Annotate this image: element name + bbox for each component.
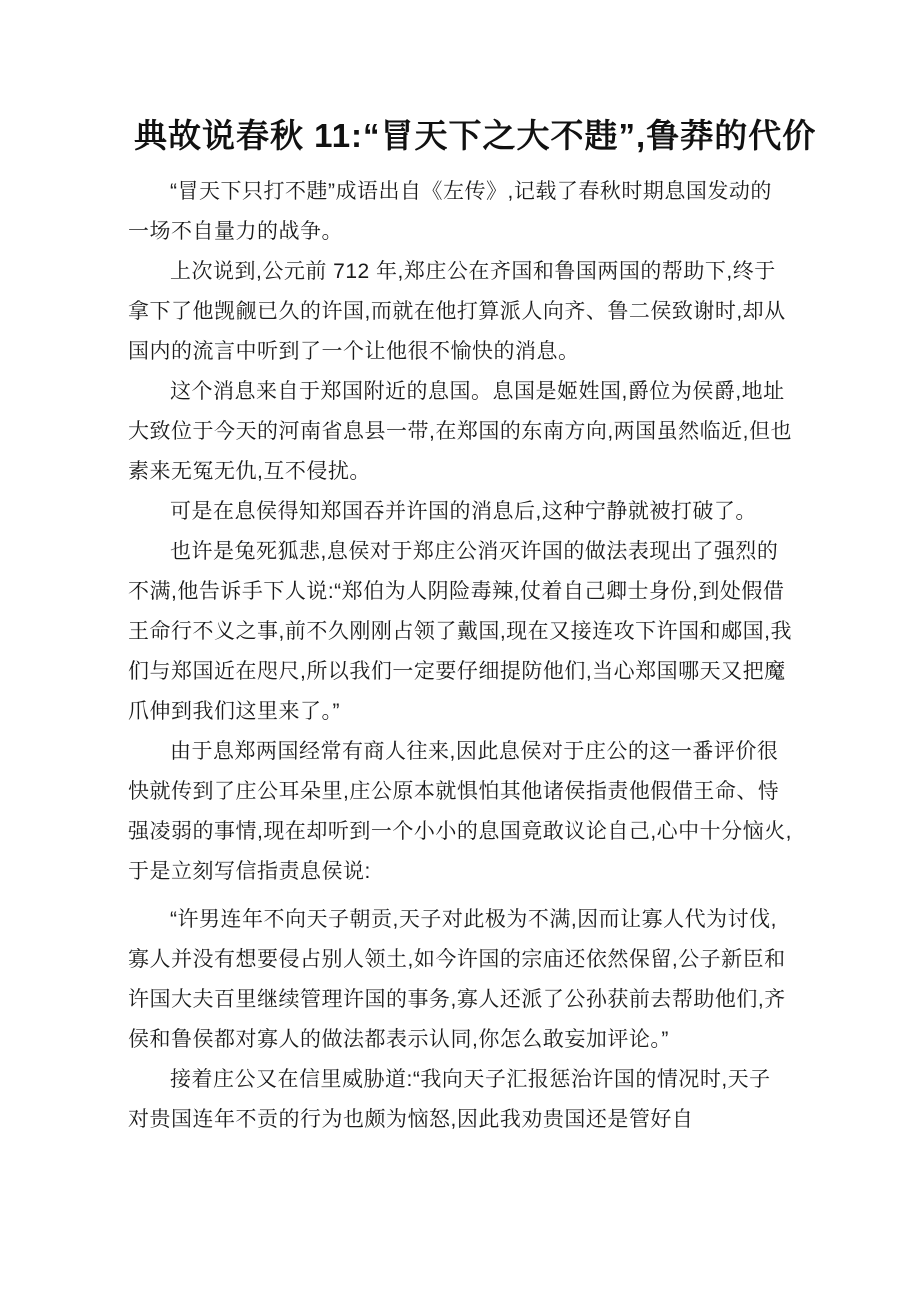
paragraph-zhuanggong-anger: 由于息郑两国经常有商人往来,因此息侯对于庄公的这一番评价很快就传到了庄公耳朵里,庄公原本就惧怕其他诸侯指责他假借王命、恃强凌弱的事情,现在却听到一个小小的息国竟敢议论自己,心中十分恼火,于是立刻写信指责息侯说: bbox=[128, 740, 793, 883]
paragraph-peace-broken: 可是在息侯得知郑国吞并许国的消息后,这种宁静就被打破了。 bbox=[170, 500, 757, 523]
paragraph-xiguo-intro: 这个消息来自于郑国附近的息国。息国是姬姓国,爵位为侯爵,地址大致位于今天的河南省息县一带,在郑国的东南方向,两国虽然临近,但也素来无冤无仇,互不侵扰。 bbox=[128, 380, 793, 483]
paragraph-letter-threat: 接着庄公又在信里威胁道:“我向天子汇报惩治许国的情况时,天子对贵国连年不贡的行为也颇为恼怒,因此我劝贵国还是管好自 bbox=[128, 1068, 771, 1131]
paragraph-letter-quote: “许男连年不向天子朝贡,天子对此极为不满,因而让寡人代为讨伐,寡人并没有想要侵占别人领土,如今许国的宗庙还依然保留,公子新臣和许国大夫百里继续管理许国的事务,寡人还派了公孙获前去帮助他们,齐侯和鲁侯都对寡人的做法都表示认同,你怎么敢妄加评论。” bbox=[128, 908, 786, 1051]
document-body bbox=[128, 172, 792, 1140]
document-title: 典故说春秋 11:“冒天下之大不韪”,鲁莽的代价 bbox=[134, 117, 817, 154]
paragraph-xihou-complaint: 也许是兔死狐悲,息侯对于郑庄公消灭许国的做法表现出了强烈的不满,他告诉手下人说:“郑伯为人阴险毒辣,仗着自己卿士身份,到处假借王命行不义之事,前不久刚刚占领了戴国,现在又接连攻下许国和郕国,我们与郑国近在咫尺,所以我们一定要仔细提防他们,当心郑国哪天又把魔爪伸到我们这里来了。” bbox=[128, 540, 793, 723]
paragraph-recap: 上次说到,公元前 712 年,郑庄公在齐国和鲁国两国的帮助下,终于拿下了他觊觎已久的许国,而就在他打算派人向齐、鲁二侯致谢时,却从国内的流言中听到了一个让他很不愉快的消息。 bbox=[128, 260, 786, 363]
paragraph-intro: “冒天下只打不韪”成语出自《左传》,记载了春秋时期息国发动的一场不自量力的战争。 bbox=[128, 180, 772, 243]
